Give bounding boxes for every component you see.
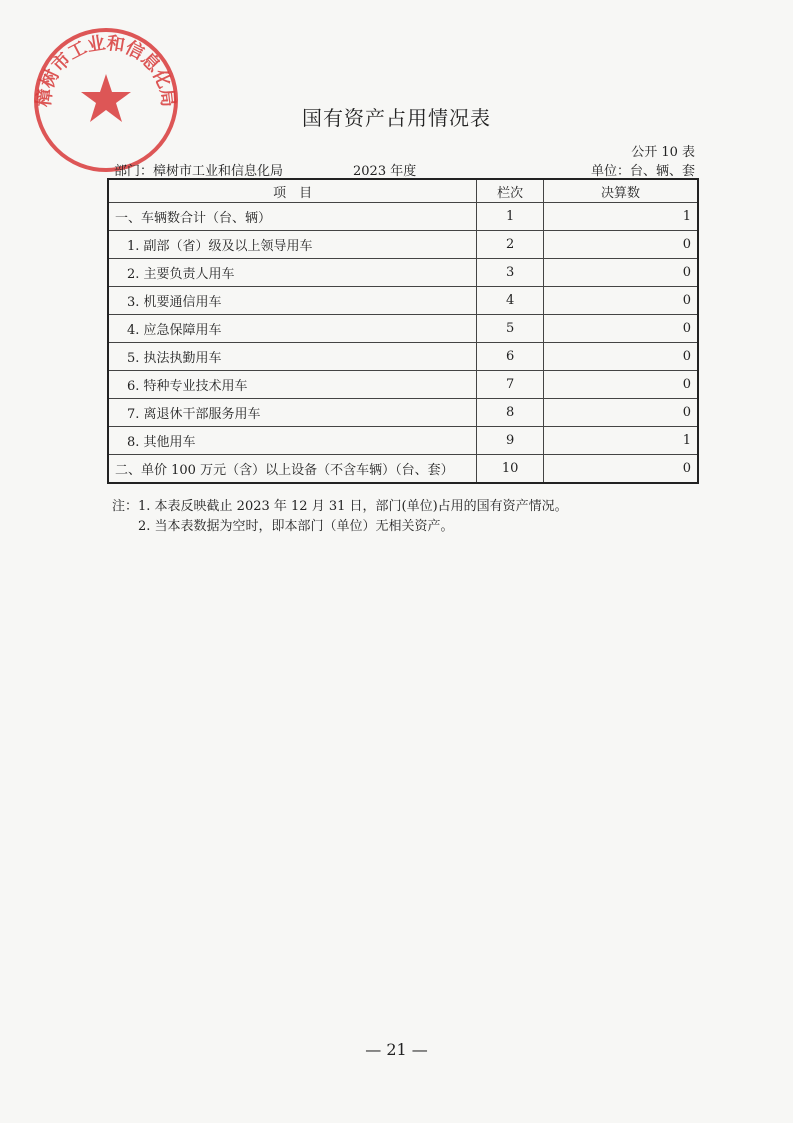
header-item: 项 目 bbox=[108, 179, 477, 203]
row-item: 7. 离退休干部服务用车 bbox=[108, 399, 477, 427]
row-amount: 0 bbox=[544, 231, 698, 259]
row-item: 5. 执法执勤用车 bbox=[108, 343, 477, 371]
row-item: 3. 机要通信用车 bbox=[108, 287, 477, 315]
row-amount: 0 bbox=[544, 371, 698, 399]
table-header-row bbox=[108, 179, 698, 203]
notes bbox=[112, 497, 568, 537]
table-row bbox=[108, 371, 698, 399]
row-item: 2. 主要负责人用车 bbox=[108, 259, 477, 287]
page-number: — 21 — bbox=[365, 1040, 428, 1059]
table-row bbox=[108, 287, 698, 315]
row-line: 5 bbox=[477, 315, 544, 343]
table-row bbox=[108, 259, 698, 287]
header-amount: 决算数 bbox=[544, 179, 698, 203]
row-item: 一、车辆数合计（台、辆） bbox=[108, 203, 477, 231]
row-amount: 0 bbox=[544, 315, 698, 343]
note-2: 2. 当本表数据为空时，即本部门（单位）无相关资产。 bbox=[138, 519, 454, 534]
fiscal-year: 2023 年度 bbox=[353, 164, 417, 179]
asset-table bbox=[107, 178, 699, 484]
row-line: 6 bbox=[477, 343, 544, 371]
note-1: 注：1. 本表反映截止 2023 年 12 月 31 日，部门(单位)占用的国有资产情况。 bbox=[112, 499, 568, 514]
row-item: 8. 其他用车 bbox=[108, 427, 477, 455]
row-line: 7 bbox=[477, 371, 544, 399]
row-line: 3 bbox=[477, 259, 544, 287]
row-item: 1. 副部（省）级及以上领导用车 bbox=[108, 231, 477, 259]
row-amount: 0 bbox=[544, 287, 698, 315]
row-line: 9 bbox=[477, 427, 544, 455]
table-row bbox=[108, 203, 698, 231]
row-line: 8 bbox=[477, 399, 544, 427]
department-label: 部门：樟树市工业和信息化局 bbox=[114, 164, 284, 179]
table-row bbox=[108, 231, 698, 259]
row-item: 6. 特种专业技术用车 bbox=[108, 371, 477, 399]
table-row bbox=[108, 455, 698, 484]
row-line: 4 bbox=[477, 287, 544, 315]
table-row bbox=[108, 427, 698, 455]
row-item: 4. 应急保障用车 bbox=[108, 315, 477, 343]
row-amount: 1 bbox=[544, 203, 698, 231]
row-amount: 0 bbox=[544, 399, 698, 427]
row-amount: 0 bbox=[544, 259, 698, 287]
row-amount: 0 bbox=[544, 343, 698, 371]
unit-label: 单位：台、辆、套 bbox=[590, 164, 695, 179]
row-line: 2 bbox=[477, 231, 544, 259]
table-row bbox=[108, 315, 698, 343]
table-row bbox=[108, 343, 698, 371]
row-line: 1 bbox=[477, 203, 544, 231]
header-line: 栏次 bbox=[477, 179, 544, 203]
row-amount: 1 bbox=[544, 427, 698, 455]
row-amount: 0 bbox=[544, 455, 698, 484]
row-line: 10 bbox=[477, 455, 544, 484]
table-row bbox=[108, 399, 698, 427]
page-title: 国有资产占用情况表 bbox=[302, 106, 491, 130]
svg-text:樟树市工业和信息化局: 樟树市工业和信息化局 bbox=[33, 32, 179, 109]
row-item: 二、单价 100 万元（含）以上设备（不含车辆）（台、套） bbox=[108, 455, 477, 484]
official-seal bbox=[32, 26, 180, 174]
form-number: 公开 10 表 bbox=[631, 145, 695, 160]
